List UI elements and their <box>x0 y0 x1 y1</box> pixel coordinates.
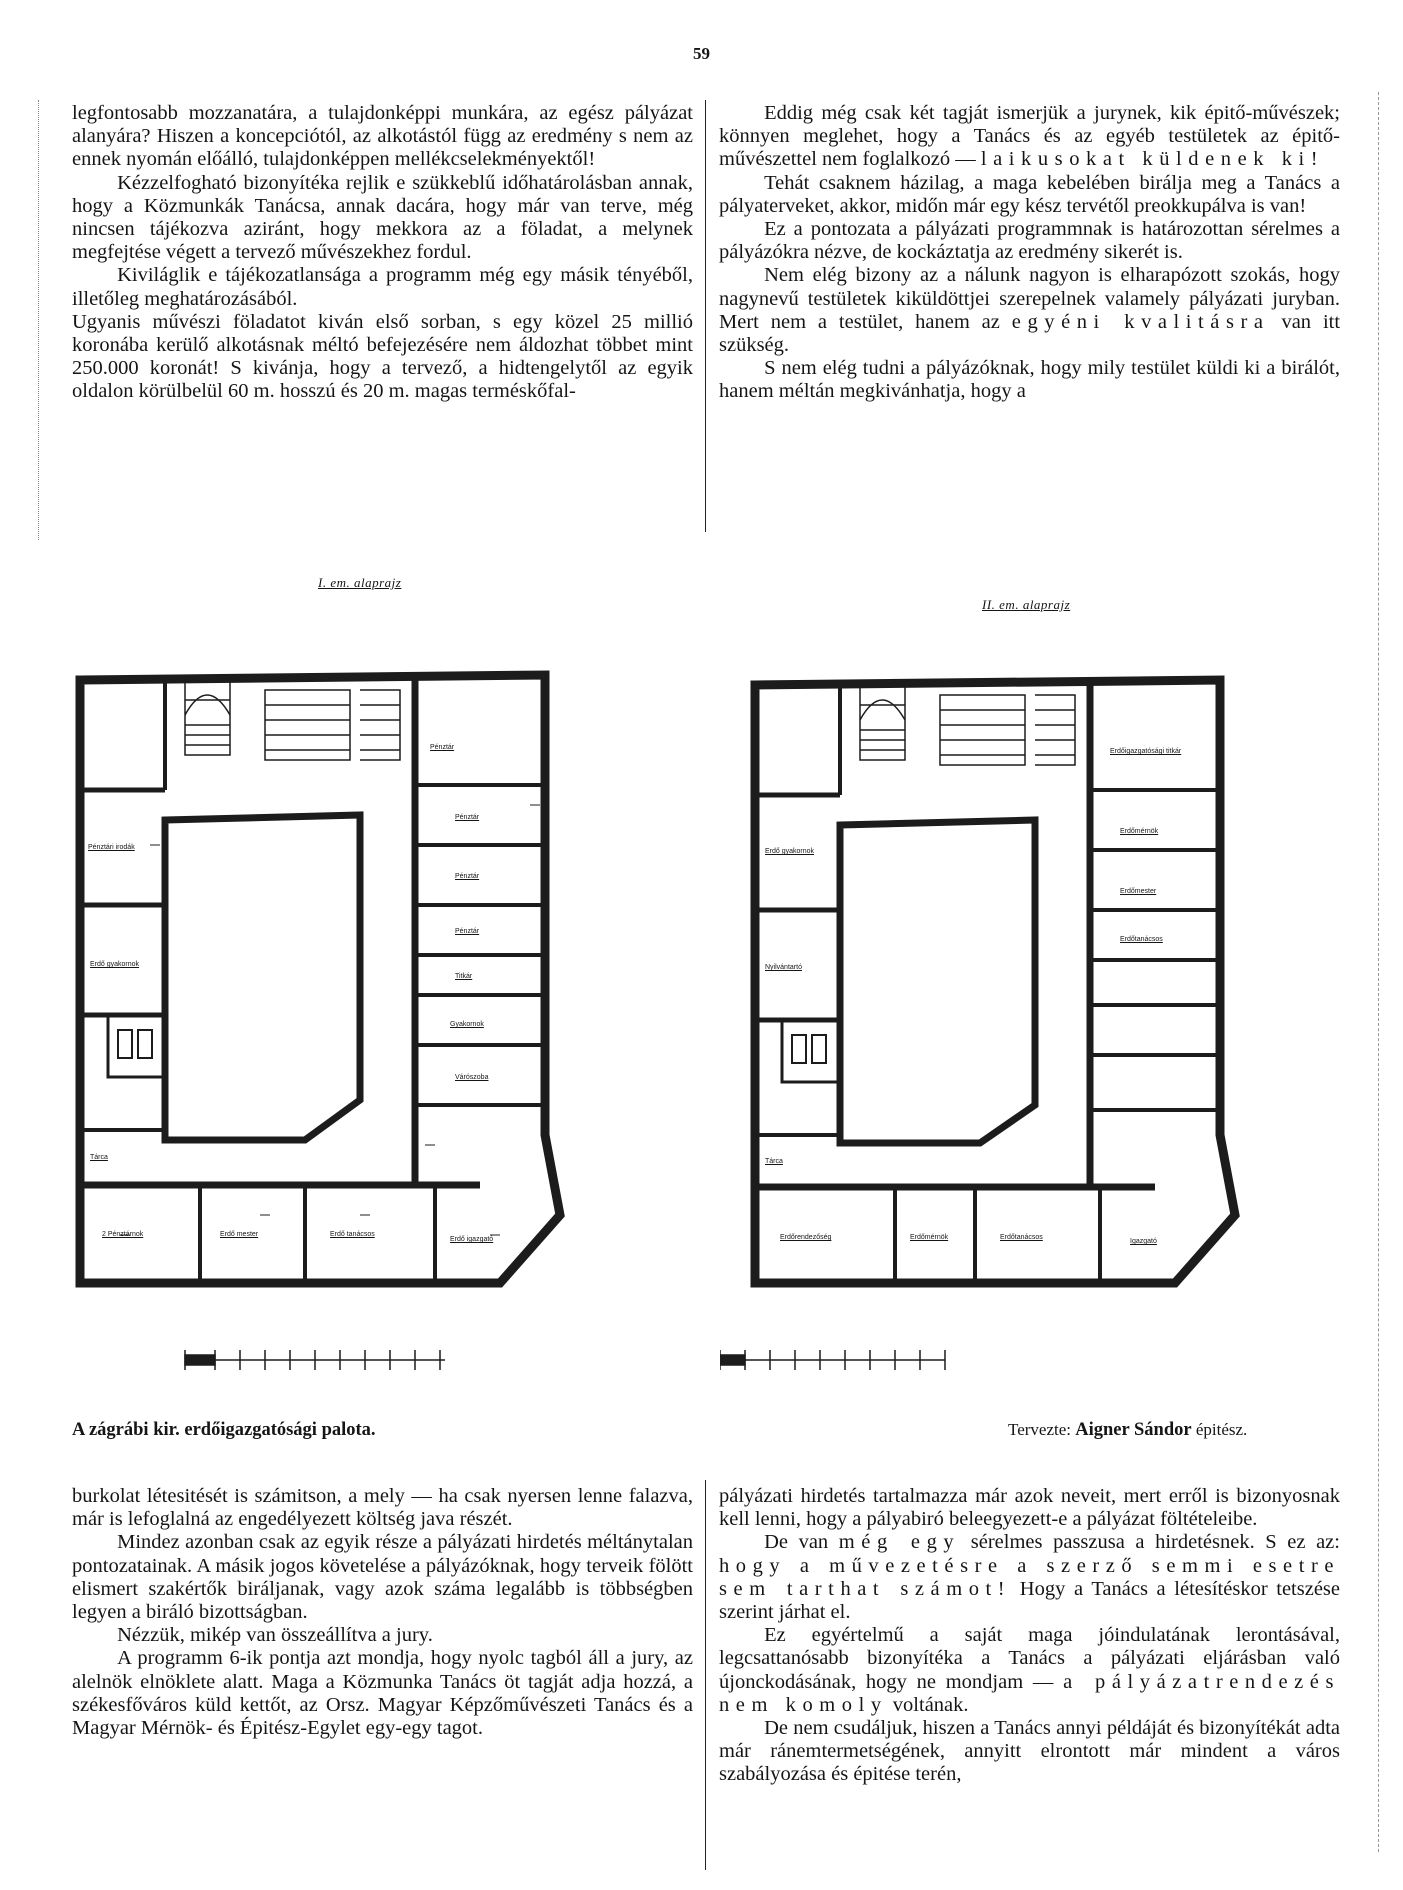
page-number: 59 <box>693 44 710 63</box>
room-label: Várószoba <box>455 1074 489 1081</box>
room-label: Erdő tanácsos <box>330 1231 375 1238</box>
figure-caption: A zágrábi kir. erdőigazgatósági palota. <box>72 1420 376 1440</box>
credit-suffix: épitész. <box>1195 1420 1248 1439</box>
room-label: Erdő gyakornok <box>90 961 140 968</box>
text-run: Ez egyértelmű a saját maga jóindulatának lerontásával, legcsattanósabb bizonyítéka a Tanács a pályázati eljárásban való újonckodásának, hogy ne mondjam — <box>719 1624 1340 1693</box>
column-bottom-right <box>719 1485 1340 1787</box>
text-run: Eddig még csak két tagját ismerjük a jurynek, kik épitő-művészek; könnyen meglehet, hogy a Tanács és az egyéb testületek az épitő-művészettel nem foglalkozó — <box>719 102 1340 171</box>
paragraph <box>719 102 1340 172</box>
room-label: Erdőmérnök <box>910 1234 949 1241</box>
room-label: Tárca <box>765 1158 783 1165</box>
paragraph: Kézzelfogható bizonyítéka rejlik e szükkeblű időhatárolásban annak, hogy a Közmunkák Tanácsa, annak dacára, hogy már van terve, még nincsen tájékozva aziránt, hogy mekkora az a föladat, a melynek megfejtése végett a tervező művészekhez fordul. <box>72 171 693 264</box>
paragraph: De nem csudáljuk, hiszen a Tanács annyi példáját és bizonyítékát adta már ránemtermetségének, annyitt elrontott már mindent a város szabályozása és épitése terén, <box>719 1717 1340 1786</box>
room-label: Erdőmérnök <box>1120 828 1159 835</box>
column-bottom-left <box>72 1485 693 1740</box>
column-top-right <box>719 102 1340 404</box>
room-label: Pénztár <box>455 928 480 935</box>
floor-plan-first-floor <box>60 575 660 1375</box>
room-label: Pénztár <box>455 873 480 880</box>
plan-title: I. em. alaprajz <box>318 575 402 590</box>
text-run: sérelmes passzusa a hirdetésnek. S ez az: <box>970 1531 1340 1554</box>
spaced-emphasis: egyéni kvalitásra <box>1011 310 1270 333</box>
room-label: Igazgató <box>1130 1238 1157 1245</box>
room-label: Erdőtanácsos <box>1120 936 1163 943</box>
room-label: Erdő gyakornok <box>765 848 815 855</box>
scale-bar <box>185 1350 445 1370</box>
outer-wall <box>80 675 560 1283</box>
room-label: Erdőrendezőség <box>780 1234 832 1241</box>
credit-prefix: Tervezte: <box>1008 1420 1071 1439</box>
text-run: voltának. <box>892 1693 969 1716</box>
text-run: van itt szükség. <box>719 310 1341 357</box>
room-label: 2 Pénztárnok <box>102 1231 144 1238</box>
scale-bar <box>720 1350 945 1370</box>
staircase <box>185 680 400 760</box>
figure-credit <box>1008 1420 1247 1441</box>
room-label: Pénztári irodák <box>88 844 135 851</box>
spaced-emphasis: még egy <box>838 1531 961 1554</box>
room-label: Erdő mester <box>220 1231 259 1238</box>
outer-wall <box>755 680 1235 1283</box>
courtyard-wall <box>840 820 1035 1143</box>
spaced-emphasis: a pályázatrendezés nem komoly <box>719 1670 1340 1716</box>
paragraph: Mindez azonban csak az egyik része a pályázati hirdetés méltánytalan pontozatainak. A másik jogos követelése a pályázóknak, hogy terveik fölött elismert szakértők biráljanak, vagy azok száma legalább is többségben legyen a biráló bizottságban. <box>72 1531 693 1624</box>
staircase <box>860 685 1075 765</box>
room-label: Erdőmester <box>1120 888 1157 895</box>
floor-plan-second-floor <box>720 575 1320 1375</box>
column-divider <box>705 1480 706 1870</box>
courtyard-wall <box>165 815 360 1140</box>
paragraph: burkolat létesitését is számitson, a mely — ha csak nyersen lenne falazva, már is lefoglalná az engedélyezett költség java részét. <box>72 1485 693 1531</box>
paragraph: pályázati hirdetés tartalmazza már azok neveit, mert erről is bizonyosnak kell lenni, hogy a pályabiró beleegyezett-e a pályázat föltételeibe. <box>719 1485 1340 1531</box>
column-top-left <box>72 102 693 404</box>
room-label: Titkár <box>455 973 473 980</box>
plan-title: II. em. alaprajz <box>982 597 1071 612</box>
floor-plan-drawing <box>60 575 660 1375</box>
paragraph <box>719 1624 1340 1717</box>
paragraph: legfontosabb mozzanatára, a tulajdonképpi munkára, az egész pályázat alanyára? Hiszen a koncepciótól, az alkotástól függ az eredmény s nem az ennek nyomán előálló, tulajdonképpen mellékcselekményektől! <box>72 102 693 171</box>
room-label: Erdőtanácsos <box>1000 1234 1043 1241</box>
text-run: De van <box>764 1531 829 1554</box>
paragraph: Ez a pontozata a pályázati programmnak is határozottan sérelmes a pályázókra nézve, de kockáztatja az eredmény sikerét is. <box>719 218 1340 264</box>
paragraph: Kiviláglik e tájékozatlansága a programm még egy másik tényéből, illetőleg meghatározásából. <box>72 264 693 310</box>
text-run: Hogy a Tanács a létesítéskor tetszése szerint járhat el. <box>719 1577 1341 1624</box>
paragraph <box>719 1531 1340 1624</box>
paragraph: Nézzük, mikép van összeállítva a jury. <box>117 1624 433 1647</box>
spaced-emphasis: laikusokat küldenek ki! <box>980 148 1325 171</box>
paragraph: A programm 6-ik pontja azt mondja, hogy nyolc tagból áll a jury, az alelnök elnöklete alatt. Maga a Közmunka Tanács öt tagját adja hozzá, a székesfőváros küld kettőt, az Orsz. Magyar Képzőművészeti Tanács és a Magyar Mérnök- és Épitész-Egylet egy-egy tagot. <box>72 1647 693 1740</box>
column-divider <box>705 100 706 532</box>
room-label: Erdőigazgatósági titkár <box>1110 748 1182 755</box>
text-run: Nem elég bizony az a nálunk nagyon is elharapózott szokás, hogy nagynevű testületek kiküldöttjei szerepelnek valamely pályázati juryban. Mert nem a testület, hanem az <box>719 264 1340 333</box>
binding-margin-marks <box>38 100 43 540</box>
spaced-emphasis: hogy a művezetésre a szerző semmi esetre sem tarthat számot! <box>719 1554 1340 1600</box>
paragraph: Tehát csaknem házilag, a maga kebelében birálja meg a Tanács a pályaterveket, akkor, midőn már egy kész tervétől preokkupálva is van! <box>719 171 1340 217</box>
architect-name: Aigner Sándor <box>1075 1420 1192 1440</box>
paragraph: Ugyanis művészi föladatot kiván első sorban, s egy közel 25 millió koronába kerülő alkotásnak méltó befejezésére nem áldozhat többet mint 250.000 koronát! S kivánja, hogy a tervező, a hidtengelytől az egyik oldalon körülbelül 60 m. hosszú és 20 m. magas terméskőfal- <box>72 310 693 403</box>
paragraph: S nem elég tudni a pályázóknak, hogy mily testület küldi ki a birálót, hanem méltán megkivánhatja, hogy a <box>719 357 1340 403</box>
paragraph <box>719 264 1340 357</box>
room-label: Pénztár <box>430 744 455 751</box>
room-label: Pénztár <box>455 814 480 821</box>
floor-plan-drawing <box>720 575 1320 1375</box>
page-edge-rule <box>1378 92 1379 1852</box>
room-label: Tárca <box>90 1154 108 1161</box>
room-label: Nyilvántartó <box>765 964 802 971</box>
room-label: Erdő igazgató <box>450 1236 494 1243</box>
room-label: Gyakornok <box>450 1021 484 1028</box>
